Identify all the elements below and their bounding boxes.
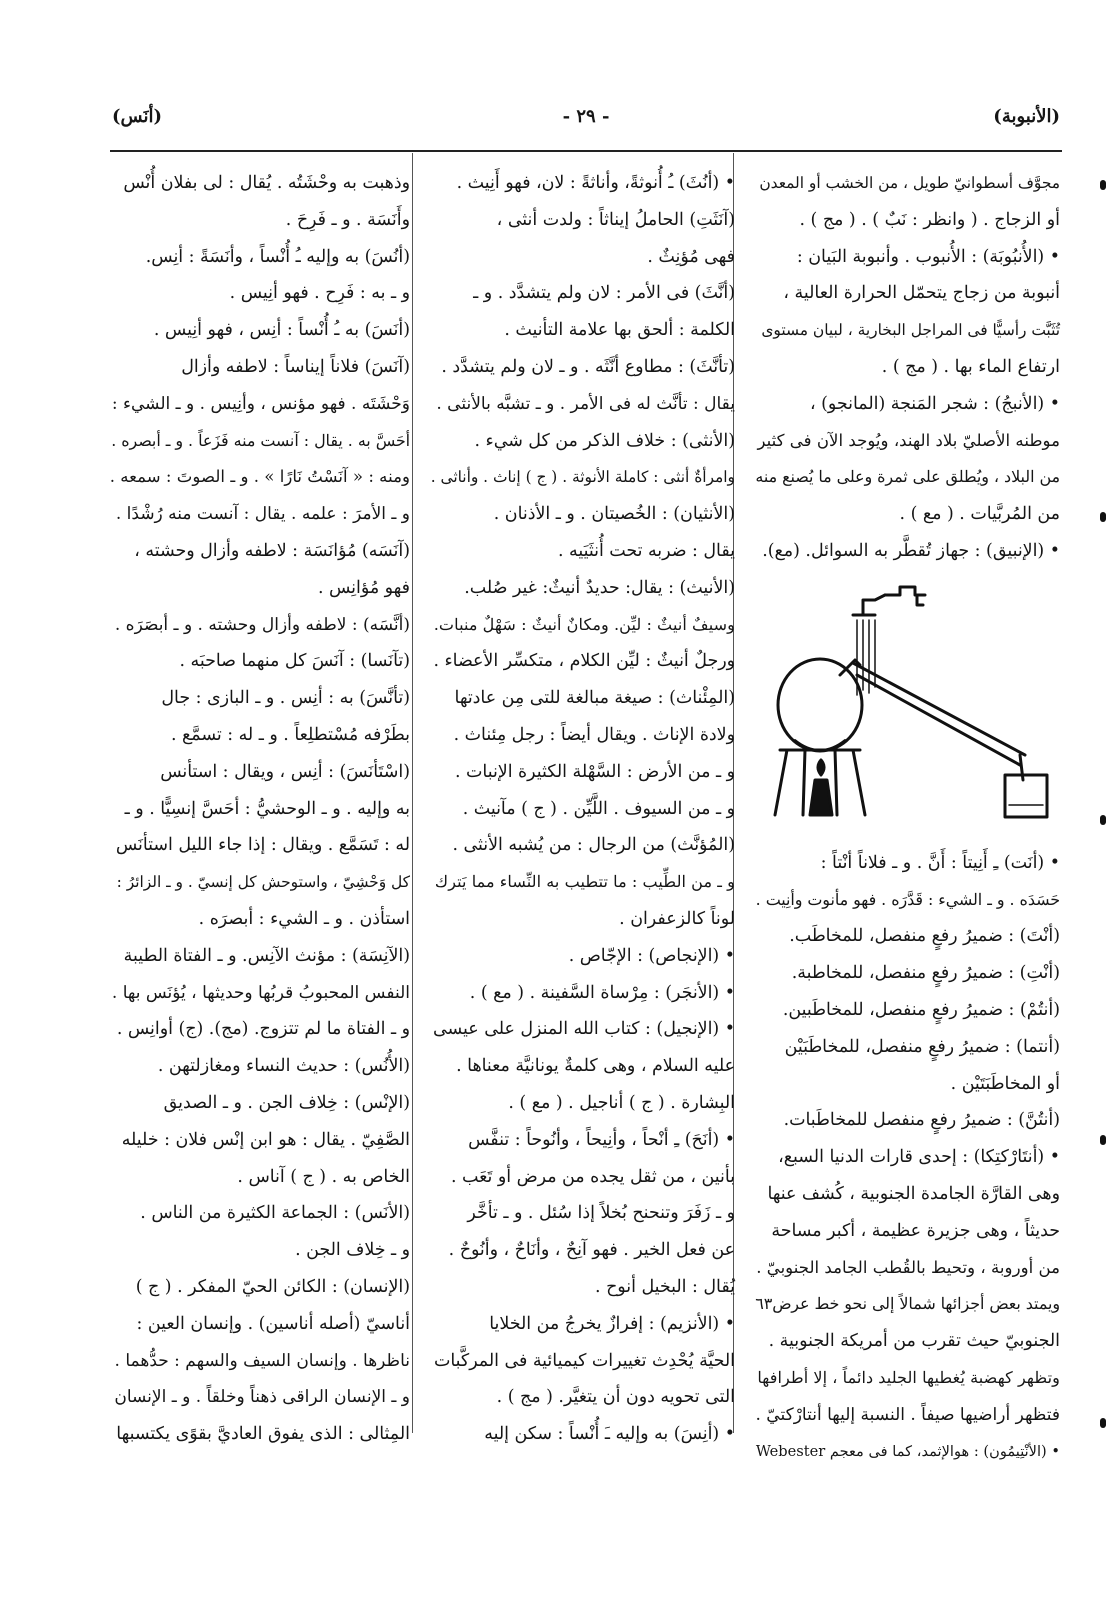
text-line: (أنتما) : ضميرُ رفعٍ منفصل، للمخاطَبَيْن bbox=[784, 1036, 1060, 1057]
text-line: عن فعل الخير . فهو آنِحٌ ، وأنَاحٌ ، وأنُوحٌ . bbox=[448, 1240, 735, 1261]
text-line: حَسَدَه . و ـ الشيء : قَدَّرَه . فهو مأنوت وأنِيت . bbox=[755, 889, 1060, 909]
text-line: أحَسَّ به . يقال : آنست منه فَزَعاً . و ـ أبصره . bbox=[111, 430, 410, 450]
text-line: (أنتُمْ) : ضميرُ رفعٍ منفصل، للمخاطَبين. bbox=[782, 999, 1060, 1020]
text-line: أو الزجاج . ( وانظر : نَبٌ ) . ( مج ) . bbox=[799, 209, 1060, 230]
text-line: يقال : تأنَّث له فى الأمر . و ـ تشبَّه بالأنثى . bbox=[436, 393, 735, 414]
text-line: (أنَّثَ) فى الأمر : لان ولم يتشدَّد . و ـ bbox=[473, 283, 735, 304]
text-line: (الأنيث) : يقال: حديدٌ أنيثٌ: غير صُلب. bbox=[464, 577, 735, 598]
text-line: به وإليه . و ـ الوحشيُّ : أحَسَّ إنسِيًّا . و ـ bbox=[124, 798, 410, 819]
column-left bbox=[109, 165, 410, 1445]
text-line: (أنَّسَه) : لاطفه وأزال وحشته . و ـ أبصَرَه . bbox=[114, 614, 410, 635]
text-line: • (أنُثَ) ـُ أُنوثةً، وأناثةً : لان، فهو أَنِيث . bbox=[456, 173, 735, 193]
text-line: الجنوبيّ حيث تقرب من أمريكة الجنوبية . bbox=[768, 1331, 1060, 1352]
text-line: المِثالى : الذى يفوق العاديَّ بقوًى يكتسبها bbox=[116, 1424, 410, 1445]
header-left-title: (أنَس) bbox=[112, 106, 162, 127]
text-line: حديثاً ، وهى جزيرة عظيمة ، أكبر مساحة bbox=[771, 1220, 1060, 1241]
text-line: (الأُنُس) : حديث النساء ومغازلتهن . bbox=[157, 1056, 410, 1077]
text-line: و ـ من السيوف . اللَّيِّن . ( ج ) مآنيث . bbox=[462, 798, 735, 819]
text-line: بطَرْفه مُسْتطلِعاً . و ـ له : تسمَّع . bbox=[170, 724, 410, 745]
text-line: (الأنثى) : خلاف الذكر من كل شيء . bbox=[474, 430, 735, 451]
text-line: بأنين ، من ثقل يجده من مرض أو تَعَب . bbox=[450, 1166, 735, 1187]
text-line: فهو مُؤانِس . bbox=[317, 577, 410, 598]
alembic-figure bbox=[765, 575, 1065, 845]
text-line: وأَنَسَة . و ـ فَرِحَ . bbox=[285, 209, 410, 230]
text-line: (المُؤنَّث) من الرجال : من يُشبه الأنثى . bbox=[452, 835, 735, 856]
text-line: (أنُسَ) به وإليه ـُ أُنْساً ، وأنَسَةً : أنِس. bbox=[145, 246, 410, 267]
text-line: ورجلٌ أنيثٌ : ليِّن الكلام ، متكسِّر الأعضاء . bbox=[433, 651, 735, 672]
text-line: مجوَّف أسطوانيّ طويل ، من الخشب أو المعدن bbox=[759, 174, 1060, 192]
text-line: فتظهر أراضيها صيفاً . النسبة إليها أنتارْكتيّ . bbox=[755, 1404, 1060, 1425]
text-line: لوناً كالزعفران . bbox=[619, 908, 735, 929]
text-line: ناظرها . وإنسان السيف والسهم : حدُّهما . bbox=[114, 1350, 410, 1371]
header-right-title: (الأنبوبة) bbox=[993, 106, 1060, 127]
text-line: الكلمة : ألحق بها علامة التأنيث . bbox=[504, 320, 735, 341]
text-line: • (أنتَارْكتِكا) : إحدى قارات الدنيا السبع، bbox=[778, 1147, 1060, 1168]
text-line: تُثَبَّت رأسيًّا فى المراجل البخارية ، لبيان مستوى bbox=[761, 321, 1060, 340]
text-line: (الإنْس) : خِلاف الجن . و ـ الصديق bbox=[163, 1092, 410, 1113]
text-line: (آنَسَه) مُؤانَسَة : لاطفه وأزال وحشته ، bbox=[134, 540, 410, 561]
text-line: استأذن . و ـ الشيء : أبصرَه . bbox=[198, 908, 410, 929]
text-line: (الإنسان) : الكائن الحيّ المفكر . ( ج ) bbox=[135, 1276, 410, 1297]
text-line: و ـ به : فَرِح . فهو أنِيس . bbox=[229, 283, 410, 304]
text-line: (اسْتَأنَسَ) : أنِس ، ويقال : استأنس bbox=[160, 761, 410, 782]
margin-mark bbox=[1100, 815, 1106, 825]
text-line: • (أنِسَ) به وإليه ـَ أُنْساً : سكن إليه bbox=[484, 1424, 735, 1445]
text-line: و ـ الفتاة ما لم تتزوج. (مج). (ج) أوانِس . bbox=[116, 1019, 410, 1040]
text-line: النفس المحبوبُ قربُها وحديثها ، يُؤنَس بها . bbox=[111, 982, 410, 1003]
text-line: (أنْتَ) : ضميرُ رفعٍ منفصل، للمخاطَب. bbox=[789, 926, 1060, 947]
text-line: (تآنَسا) : آنَسَ كل منهما صاحبَه . bbox=[179, 651, 410, 672]
text-line: (آنَسَ) فلاناً إيناساً : لاطفه وأزال bbox=[181, 356, 410, 377]
margin-mark bbox=[1100, 180, 1106, 190]
text-line: • (الإنجيل) : كتاب الله المنزل على عيسى bbox=[433, 1019, 735, 1040]
text-line: وسيفٌ أنيثٌ : ليِّن. ومكانٌ أنيثٌ : سَهْلٌ منبات. bbox=[433, 614, 735, 634]
text-line: الخاص به . ( ج ) آناس . bbox=[237, 1166, 410, 1187]
margin-mark bbox=[1100, 1418, 1106, 1428]
text-line: و ـ خِلاف الجن . bbox=[295, 1240, 410, 1261]
text-line: أناسيّ (أصله أناسين) . وإنسان العين : bbox=[136, 1313, 410, 1334]
text-line: (الأنَس) : الجماعة الكثيرة من الناس . bbox=[140, 1203, 410, 1224]
text-line: الحيَّة يُحْدِث تغييرات كيميائية فى المركَّبات bbox=[434, 1350, 735, 1371]
text-line: ارتفاع الماء بها . ( مج ) . bbox=[881, 356, 1060, 377]
text-line: له : تَسَمَّع . ويقال : إذا جاء الليل استأنَس bbox=[115, 835, 410, 856]
text-line: (أنتُنَّ) : ضميرُ رفعٍ منفصل للمخاطَبات. bbox=[783, 1110, 1060, 1131]
text-line: • (أنَت) ـِ أَنِيتاً : أَنَّ . و ـ فلاناً أنْتاً : bbox=[820, 852, 1060, 873]
text-line: وذهبت به وحْشَتُه . يُقال : لى بفلان أُنْس bbox=[123, 173, 410, 193]
text-line: (أنَسَ) به ـُ أُنْساً : أنِس ، فهو أنِيس . bbox=[153, 320, 410, 341]
text-line: و ـ زَفَرَ وتنحنح بُخلاً إذا سُئل . و ـ تأخَّر bbox=[467, 1203, 735, 1224]
text-line: • (الأنجَر) : مِرْساة السَّفينة . ( مع ) . bbox=[469, 982, 735, 1003]
text-line: • (الإنبيق) : جهاز تُقطَّر به السوائل. (مع). bbox=[762, 540, 1060, 561]
page-header bbox=[112, 106, 1060, 146]
margin-mark bbox=[1100, 512, 1106, 522]
text-line: كل وَحْشِيّ ، واستوحش كل إنسيّ . و ـ الزائرُ : bbox=[116, 873, 410, 892]
text-line: وتظهر كهضبة يُغطيها الجليد دائماً ، إلا أطرافها bbox=[757, 1367, 1060, 1387]
text-line: • (أنَحَ) ـِ أنْحاً ، وأنِيحاً ، وأنُوحاً : تنفَّس bbox=[468, 1129, 735, 1150]
text-line: البِشارة . ( ج ) أناجيل . ( مع ) . bbox=[508, 1092, 735, 1113]
text-line: (أنْتِ) : ضميرُ رفعٍ منفصل، للمخاطبة. bbox=[791, 963, 1060, 984]
text-line: و ـ الإنسان الراقى ذهناً وخلقاً . و ـ الإنسان bbox=[114, 1387, 410, 1408]
text-line: ولادة الإناث . ويقال أيضاً : رجل مِئناث . bbox=[453, 724, 735, 745]
text-line: • (الأنْتِيمُون) : هوالإثمد، كما فى معجم Webester bbox=[755, 1442, 1060, 1460]
text-line: من البلاد ، ويُطلق على ثمرة وعلى ما يُصنع منه bbox=[755, 467, 1060, 487]
column-divider bbox=[412, 153, 413, 1433]
margin-mark bbox=[1100, 1135, 1106, 1145]
text-line: (الأنثيان) : الخُصيتان . و ـ الأذنان . bbox=[493, 504, 735, 525]
text-line: من المُربَّيات . ( مع ) . bbox=[899, 504, 1060, 525]
text-line: الصَّفِيّ . يقال : هو ابن إنْس فلان : خليله bbox=[121, 1129, 410, 1150]
text-line: و ـ الأمرَ : علمه . يقال : آنست منه رُشْدًا . bbox=[115, 504, 410, 525]
page-number: - ٢٩ - bbox=[562, 106, 610, 127]
alembic-icon bbox=[765, 575, 1065, 845]
text-line: يُقال : البخيل أنوح . bbox=[595, 1276, 735, 1297]
text-line: و ـ من الطِّيب : ما تتطيب به النِّساء مما يَترك bbox=[434, 872, 735, 892]
text-line: التى تحويه دون أن يتغيَّر. ( مج ) . bbox=[496, 1387, 735, 1408]
text-line: • (الأنزيم) : إفرازٌ يخرجُ من الخلايا bbox=[489, 1313, 735, 1334]
text-line: (تأنَّسَ) به : أنِس . و ـ البازى : جال bbox=[161, 688, 410, 709]
text-line: فهى مُؤنِثٌ . bbox=[647, 246, 735, 267]
header-rule bbox=[110, 150, 1062, 152]
text-line: موطنه الأصليّ بلاد الهند، ويُوجد الآن فى كثير bbox=[757, 430, 1060, 450]
text-line: (آنَثَتِ) الحاملُ إيناثاً : ولدت أنثى ، bbox=[496, 209, 735, 230]
text-line: وَحْشَتَه . فهو مؤنس ، وأنِيس . و ـ الشيء : bbox=[111, 393, 410, 414]
text-line: ويمتد بعض أجزائها شمالاً إلى نحو خط عرض٦٣ bbox=[755, 1294, 1060, 1314]
text-line: (تأنَّثَ) : مطاوع أنَّثَه . و ـ لان ولم يتشدَّد . bbox=[441, 356, 735, 377]
text-line: • (الأُنبُوبَة) : الأُنبوب . وأنبوبة البَيان : bbox=[796, 246, 1060, 267]
text-line: من أوروبة ، وتحيط بالقُطب الجامد الجنوبيّ . bbox=[756, 1257, 1060, 1277]
text-line: عليه السلام ، وهى كلمةٌ يونانيَّة معناها . bbox=[456, 1056, 735, 1077]
text-line: • (الأنبجُ) : شجر المَنجة (المانجو) ، bbox=[809, 393, 1060, 414]
text-line: و ـ من الأرض : السَّهْلة الكثيرة الإنبات . bbox=[454, 761, 735, 782]
text-line: (المِئْناث) : صيغة مبالغة للتى مِن عادتها bbox=[454, 688, 735, 709]
text-line: ومنه : « آنَسْتُ نَارًا » . و ـ الصوتَ : سمعه . bbox=[109, 467, 410, 487]
column-middle bbox=[430, 165, 735, 1445]
text-line: يقال : ضربه تحت أُنثَيَيه . bbox=[557, 540, 735, 561]
text-line: أو المخاطَبَتَيْن . bbox=[950, 1073, 1060, 1094]
text-line: أنبوبة من زجاج يتحمّل الحرارة العالية ، bbox=[783, 283, 1060, 304]
text-line: • (الإنجاص) : الإجّاص . bbox=[568, 945, 735, 966]
text-line: وامرأةٌ أنثى : كاملة الأنوثة . ( ج ) إناث . وأناثى . bbox=[430, 468, 735, 487]
text-line: وهى القارَّة الجامدة الجنوبية ، كُشف عنها bbox=[767, 1183, 1060, 1204]
text-line: (الآنِسَة) : مؤنث الآنِس. و ـ الفتاة الطيبة bbox=[123, 945, 410, 966]
